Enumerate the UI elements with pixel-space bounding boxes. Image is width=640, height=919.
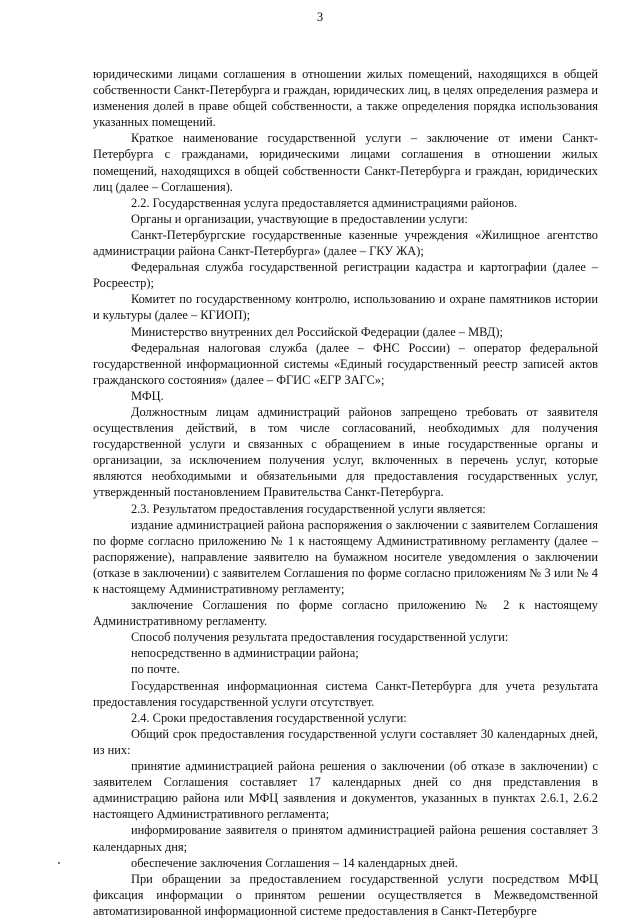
paragraph: по почте.: [131, 662, 180, 677]
paragraph: Федеральная налоговая служба (далее – ФНС России) – оператор федеральной государственной информационной системы «Единый государственный реестр записей актов гражданского состояния» (далее – ФГИС «ЕГР ЗАГС»;: [93, 340, 598, 387]
paragraph: издание администрацией района распоряжения о заключении с заявителем Соглашения по форме согласно приложению № 1 к настоящему Административному регламенту (далее – распоряжение), направление заявителю на бумажном носителе уведомления о заключении (отказе в заключении) с заявителем Соглашения по форме согласно приложениям № 3 или № 4 к настоящему Административному регламенту;: [93, 517, 598, 596]
paragraph: информирование заявителя о принятом администрацией района решения составляет 3 календарных дня;: [93, 823, 598, 854]
paragraph: Краткое наименование государственной услуги – заключение от имени Санкт-Петербурга с гражданами, юридическими лицами соглашения в отношении жилых помещений, находящихся в общей собственности Санкт-Петербурга и граждан, юридических лиц (далее – Соглашения).: [93, 131, 598, 194]
paragraph: Способ получения результата предоставления государственной услуги:: [131, 630, 509, 645]
paragraph: 2.4. Сроки предоставления государственной услуги:: [131, 710, 407, 725]
paragraph: Министерство внутренних дел Российской Федерации (далее – МВД);: [131, 324, 503, 339]
page-number: 3: [316, 10, 324, 24]
paragraph: 2.2. Государственная услуга предоставляется администрациями районов.: [131, 195, 518, 210]
paragraph: 2.3. Результатом предоставления государственной услуги является:: [131, 501, 486, 516]
paragraph: юридическими лицами соглашения в отношении жилых помещений, находящихся в общей собственности Санкт-Петербурга и граждан, юридических лиц, в целях определения размера и изменения долей в праве общей собственности, а также определения порядка использования указанных помещений.: [93, 67, 598, 130]
paragraph: Санкт-Петербургские государственные казенные учреждения «Жилищное агентство администрации района Санкт-Петербурга» (далее – ГКУ ЖА);: [93, 227, 598, 259]
paragraph: Должностным лицам администраций районов запрещено требовать от заявителя осуществления действий, в том числе согласований, необходимых для получения государственной услуги и связанных с обращением в иные государственные органы и организации, за исключением получения услуг, включенных в перечень услуг, которые являются необходимыми и обязательными для предоставления государственных услуг, утвержденный постановлением Правительства Санкт-Петербурга.: [93, 404, 598, 500]
paragraph: Общий срок предоставления государственной услуги составляет 30 календарных дней, из них:: [93, 726, 598, 757]
paragraph: Комитет по государственному контролю, использованию и охране памятников истории и культуры (далее – КГИОП);: [93, 292, 598, 323]
paragraph: заключение Соглашения по форме согласно приложению № 2 к настоящему Административному регламенту.: [93, 598, 598, 629]
paragraph: Федеральная служба государственной регистрации кадастра и картографии (далее – Росреестр);: [93, 260, 598, 291]
paragraph: МФЦ.: [131, 388, 164, 403]
scan-speck: [58, 862, 60, 864]
paragraph: Органы и организации, участвующие в предоставлении услуги:: [131, 211, 468, 226]
paragraph: обеспечение заключения Соглашения – 14 календарных дней.: [131, 855, 458, 870]
paragraph: непосредственно в администрации района;: [131, 646, 359, 661]
document-body: [93, 66, 598, 919]
paragraph: Государственная информационная система Санкт-Петербурга для учета результата предоставления государственной услуги отсутствует.: [93, 678, 598, 709]
paragraph: принятие администрацией района решения о заключении (об отказе в заключении) с заявителем Соглашения составляет 17 календарных дней со дня представления в администрацию района или МФЦ заявления и документов, указанных в пунктах 2.6.1, 2.6.2 настоящего Административного регламента;: [93, 759, 598, 822]
paragraph: При обращении за предоставлением государственной услуги посредством МФЦ фиксация информации о принятом решении осуществляется в Межведомственной автоматизированной информационной системе предоставления в Санкт-Петербурге: [93, 871, 598, 918]
